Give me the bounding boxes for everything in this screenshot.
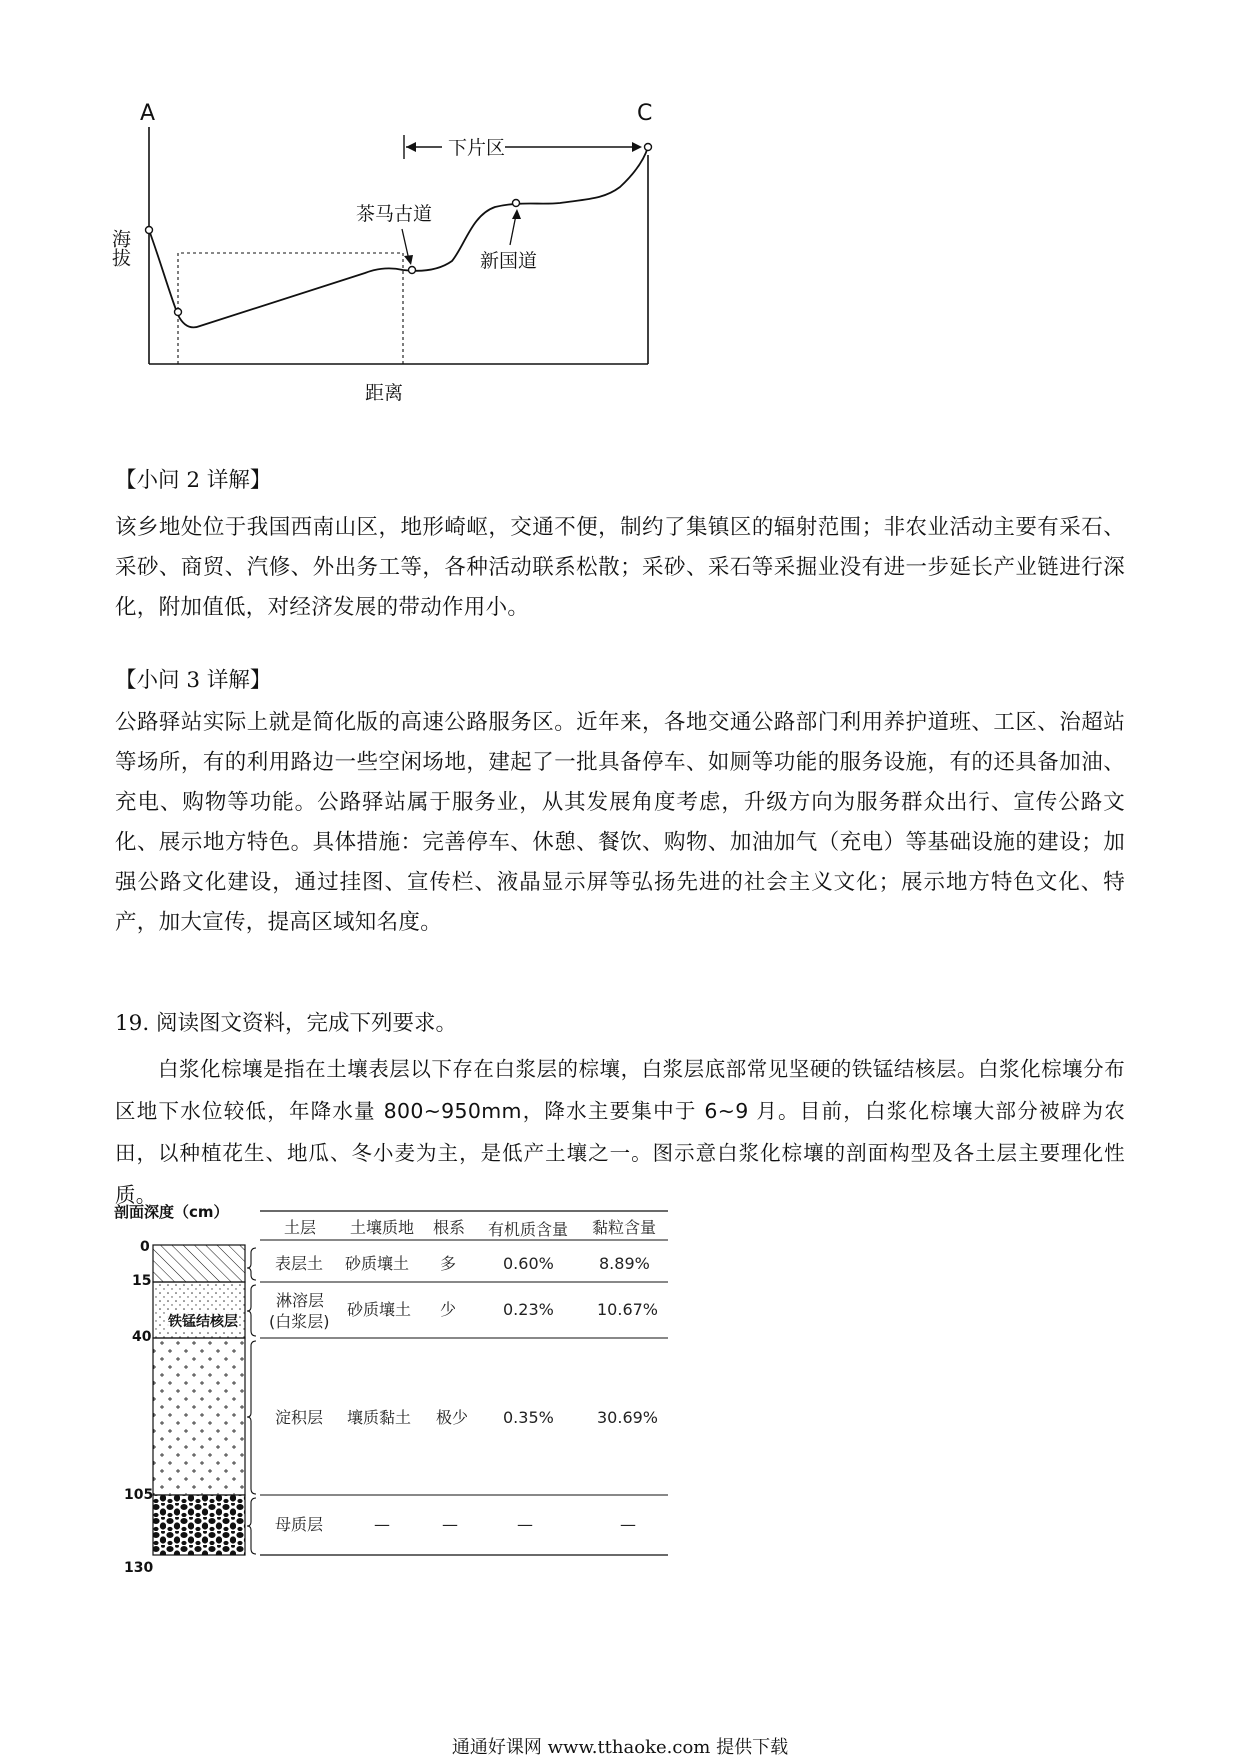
new-road-marker: [513, 200, 520, 207]
elevation-profile-diagram: [109, 95, 680, 455]
old-road-marker: [409, 267, 416, 274]
illuvial-column: [153, 1338, 245, 1495]
q3-heading: 【小问 3 详解】: [115, 668, 272, 693]
row3-roots: 极少: [436, 1408, 469, 1427]
row1-clay: 8.89%: [599, 1254, 650, 1273]
row1-organic: 0.60%: [503, 1254, 554, 1273]
row1-texture: 砂质壤土: [345, 1254, 410, 1273]
header-clay: 黏粒含量: [592, 1218, 657, 1237]
point-a-marker: [146, 227, 153, 234]
point-a-label: A: [140, 101, 156, 126]
q2-paragraph: 该乡地处位于我国西南山区，地形崎岖，交通不便，制约了集镇区的辐射范围；非农业活动主要有采石、采砂、商贸、汽修、外出务工等，各种活动联系松散；采砂、采石等采掘业没有进一步延长产业链进行深化，附加值低，对经济发展的带动作用小。: [115, 515, 1125, 620]
row4-layer: 母质层: [275, 1515, 324, 1534]
zone-label: 下片区: [448, 137, 506, 159]
row2-layer: 淋溶层: [276, 1291, 325, 1310]
valley-marker: [175, 309, 182, 316]
row4-roots: —: [442, 1515, 458, 1534]
row4-organic: —: [517, 1515, 533, 1534]
q19-question: 19. 阅读图文资料，完成下列要求。: [115, 1011, 458, 1036]
row4-clay: —: [620, 1515, 636, 1534]
depth-tick-130: 130: [124, 1560, 154, 1576]
footer-source: 通通好课网 www.tthaoke.com 提供下载: [451, 1737, 789, 1758]
row3-organic: 0.35%: [503, 1408, 554, 1427]
terrain-profile-line: [149, 147, 648, 327]
soil-profile-figure: [110, 1195, 760, 1600]
dashed-guide: [178, 253, 403, 364]
header-organic: 有机质含量: [488, 1220, 569, 1239]
depth-tick-40: 40: [132, 1329, 152, 1345]
depth-tick-105: 105: [124, 1487, 154, 1503]
depth-title: 剖面深度（cm）: [114, 1203, 229, 1221]
row2-organic: 0.23%: [503, 1300, 554, 1319]
x-axis-label: 距离: [365, 382, 404, 404]
parent-material-column: [153, 1495, 245, 1555]
nodule-layer-label: 铁锰结核层: [168, 1314, 238, 1330]
q2-heading: 【小问 2 详解】: [115, 468, 272, 493]
q19-material: 白浆化棕壤是指在土壤表层以下存在白浆层的棕壤，白浆层底部常见坚硬的铁锰结核层。白浆化棕壤分布区地下水位较低，年降水量 800~950mm，降水主要集中于 6~9 月。目前，白浆化棕壤大部分被辟为农田，以种植花生、地瓜、冬小麦为主，是低产土壤之一。图示意白浆化棕壤的剖面构型及各土层主要理化性质。: [115, 1057, 1125, 1207]
row2-roots: 少: [440, 1300, 457, 1319]
point-c-label: C: [637, 101, 653, 126]
new-road-label: 新国道: [480, 250, 538, 272]
row2-texture: 砂质壤土: [347, 1300, 412, 1319]
y-axis-label: 海拔: [109, 229, 131, 267]
row1-roots: 多: [440, 1254, 457, 1273]
header-texture: 土壤质地: [350, 1218, 415, 1237]
old-road-label: 茶马古道: [356, 203, 433, 225]
q3-paragraph: 公路驿站实际上就是简化版的高速公路服务区。近年来，各地交通公路部门利用养护道班、工区、治超站等场所，有的利用路边一些空闲场地，建起了一批具备停车、如厕等功能的服务设施，有的还具备加油、充电、购物等功能。公路驿站属于服务业，从其发展角度考虑，升级方向为服务群众出行、宣传公路文化、展示地方特色。具体措施：完善停车、休憩、餐饮、购物、加油加气（充电）等基础设施的建设；加强公路文化建设，通过挂图、宣传栏、液晶显示屏等弘扬先进的社会主义文化；展示地方特色文化、特产，加大宣传，提高区域知名度。: [115, 710, 1125, 935]
row4-texture: —: [374, 1515, 390, 1534]
topsoil-column: [153, 1245, 245, 1282]
header-layer: 土层: [284, 1218, 317, 1237]
point-c-marker: [645, 144, 652, 151]
row3-texture: 壤质黏土: [347, 1408, 412, 1427]
row1-layer: 表层土: [275, 1254, 324, 1273]
header-roots: 根系: [433, 1218, 466, 1237]
row3-layer: 淀积层: [275, 1408, 324, 1427]
depth-tick-15: 15: [132, 1273, 152, 1289]
depth-tick-0: 0: [140, 1239, 150, 1255]
row2-layer-note: (白浆层): [269, 1312, 330, 1331]
row3-clay: 30.69%: [597, 1408, 659, 1427]
row2-clay: 10.67%: [597, 1300, 659, 1319]
